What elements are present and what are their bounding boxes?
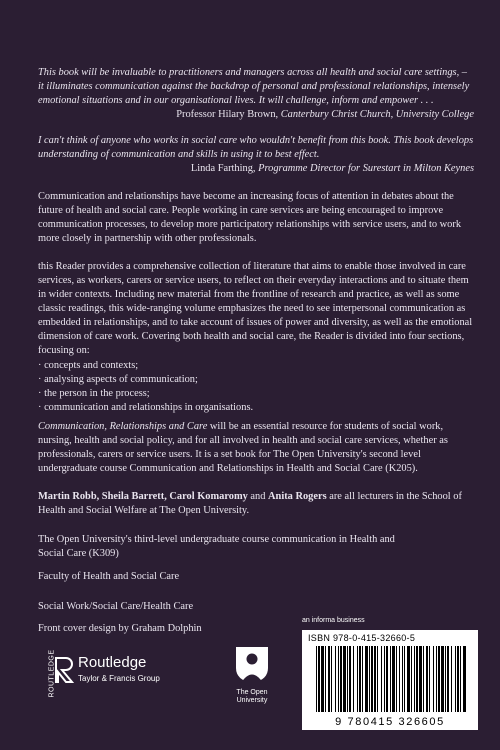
- isbn-label: ISBN 978-0-415-32660-5: [308, 633, 416, 643]
- barcode-bar: [316, 646, 317, 712]
- barcode-bar: [460, 646, 461, 712]
- paragraph-reader: [38, 260, 474, 358]
- barcode-bar: [362, 646, 363, 712]
- open-university-shield-icon: [235, 646, 269, 684]
- open-university-logo: [228, 646, 276, 706]
- section-list: [38, 359, 474, 415]
- barcode-bar: [338, 646, 339, 712]
- barcode-bar: [349, 646, 351, 712]
- quote-1-attribution: [38, 108, 474, 122]
- paragraph-intro-text: Communication and relationships have become an increasing focus of attention in debates about the future of health and social care. People working in care services are being encouraged to improve communication processes, to develop more participatory relationships with service users, and to work more closely in partnership with other professionals.: [38, 191, 462, 244]
- list-item: · the person in the process;: [38, 387, 474, 401]
- barcode-bar: [455, 646, 456, 712]
- barcode-bar: [457, 646, 459, 712]
- barcode-bar: [416, 646, 418, 712]
- barcode-bar: [407, 646, 410, 712]
- quote-2-affiliation: Programme Director for Surestart in Milton Keynes: [258, 163, 474, 174]
- quote-2: [38, 134, 474, 176]
- list-item: · concepts and contexts;: [38, 359, 474, 373]
- paragraph-authors-text: [38, 490, 474, 518]
- barcode-bar: [328, 646, 330, 712]
- faculty: [38, 570, 474, 584]
- paragraph-reader-text: this Reader provides a comprehensive collection of literature that aims to enable those involved in care services, as workers, carers or service users, to reflect on their everyday interactions and to situate them in wider contexts. Including new material from the frontline of research and practice, as well as some classic readings, this wide-ranging volume emphasizes the need to see interpersonal communication as embedded in relationships, and to take account of issues of power and diversity, as well as the emotional dimension of care work. Covering both health and social care, the Reader is divided into four sections, focusing on:: [38, 261, 473, 356]
- barcode-bar: [392, 646, 395, 712]
- course-note: [38, 533, 408, 561]
- barcode-bar: [353, 646, 354, 712]
- quote-2-author: Linda Farthing,: [190, 163, 256, 174]
- ean-number: 9 780415 326605: [335, 716, 445, 728]
- subject-categories-text: Social Work/Social Care/Health Care: [38, 601, 194, 612]
- barcode-bar: [441, 646, 444, 712]
- barcode-bar: [347, 646, 348, 712]
- barcode-bar: [463, 646, 466, 712]
- barcode-bar: [423, 646, 424, 712]
- paragraph-authors: [38, 490, 474, 518]
- paragraph-intro: [38, 190, 474, 246]
- barcode-bar: [411, 646, 412, 712]
- paragraph-resource: [38, 420, 474, 476]
- barcode-bar: [377, 646, 378, 712]
- paragraph-resource-text: [38, 420, 474, 476]
- faculty-text: Faculty of Health and Social Care: [38, 571, 180, 582]
- routledge-group: Taylor & Francis Group: [78, 674, 160, 683]
- barcode-bar: [419, 646, 422, 712]
- paragraph-resource-body: will be an essential resource for students of social work, nursing, health and social policy, and for all involved in health and social care services, whether as professionals, carers or service users. It is a set book for The Open University's second level undergraduate course Communication and Relationships in Health and Social Care (K205).: [38, 421, 448, 474]
- quote-2-text: I can't think of anyone who works in social care who wouldn't benefit from this book. This book develops understanding of communication and skills in using it to best effect.: [38, 135, 474, 160]
- barcode-bar: [359, 646, 361, 712]
- barcode-bar: [384, 646, 385, 712]
- routledge-r-icon: [54, 656, 76, 684]
- barcode-bar: [340, 646, 342, 712]
- informa-text: an informa business: [302, 617, 365, 624]
- barcode-bar: [436, 646, 437, 712]
- barcode-bar: [318, 646, 320, 712]
- barcode-bar: [447, 646, 449, 712]
- barcode-bar: [404, 646, 405, 712]
- barcode-bar: [365, 646, 368, 712]
- barcode-bar: [399, 646, 400, 712]
- barcode-bar: [335, 646, 336, 712]
- routledge-name: Routledge: [78, 654, 147, 671]
- barcode-bar: [414, 646, 415, 712]
- quote-1: [38, 66, 474, 122]
- barcode-bar: [386, 646, 388, 712]
- barcode-bar: [374, 646, 376, 712]
- quote-2-attribution: [38, 162, 474, 176]
- barcode: [302, 630, 478, 730]
- barcode-bar: [321, 646, 324, 712]
- quote-1-affiliation: Canterbury Christ Church, University College: [280, 109, 474, 120]
- open-university-line-1: The Open: [236, 689, 268, 696]
- authors-description: are all lecturers in the School of Health and Social Welfare at The Open University.: [38, 491, 462, 516]
- barcode-bar: [429, 646, 430, 712]
- list-item: · analysing aspects of communication;: [38, 373, 474, 387]
- barcode-bar: [438, 646, 440, 712]
- barcode-bar: [390, 646, 391, 712]
- barcode-bar: [357, 646, 358, 712]
- author-names-1: Martin Robb, Sheila Barrett, Carol Komaromy: [38, 491, 248, 502]
- barcode-bar: [402, 646, 403, 712]
- barcode-bar: [331, 646, 332, 712]
- barcode-bar: [371, 646, 373, 712]
- quote-1-text: This book will be invaluable to practitioners and managers across all health and social care settings, – it illuminates communication against the backdrop of personal and professional relationships, intensely emotional situations and in our organisational lives. It will challenge, inform and empower . . .: [38, 67, 470, 106]
- author-names-2: Anita Rogers: [268, 491, 327, 502]
- open-university-line-2: University: [236, 697, 268, 704]
- barcode-bar: [369, 646, 370, 712]
- barcode-bar: [381, 646, 382, 712]
- course-note-text: The Open University's third-level undergraduate course communication in Health and Social Care (K309): [38, 534, 395, 559]
- barcode-bar: [451, 646, 452, 712]
- cover-design-credit-text: Front cover design by Graham Dolphin: [38, 623, 202, 634]
- informa-business-label: [302, 617, 365, 624]
- barcode-bar: [426, 646, 428, 712]
- routledge-side-text: ROUTLEDGE: [48, 649, 56, 698]
- barcode-bar: [396, 646, 397, 712]
- barcode-bar: [325, 646, 326, 712]
- list-item: · communication and relationships in organisations.: [38, 401, 474, 415]
- barcode-bar: [445, 646, 446, 712]
- barcode-bar: [433, 646, 434, 712]
- author-and: and: [247, 491, 269, 502]
- book-title: Communication, Relationships and Care: [38, 421, 208, 432]
- barcode-bars: [302, 630, 478, 730]
- routledge-logo: [38, 649, 160, 702]
- quote-1-author: Professor Hilary Brown,: [176, 109, 279, 120]
- barcode-bar: [343, 646, 346, 712]
- subject-categories: [38, 600, 474, 614]
